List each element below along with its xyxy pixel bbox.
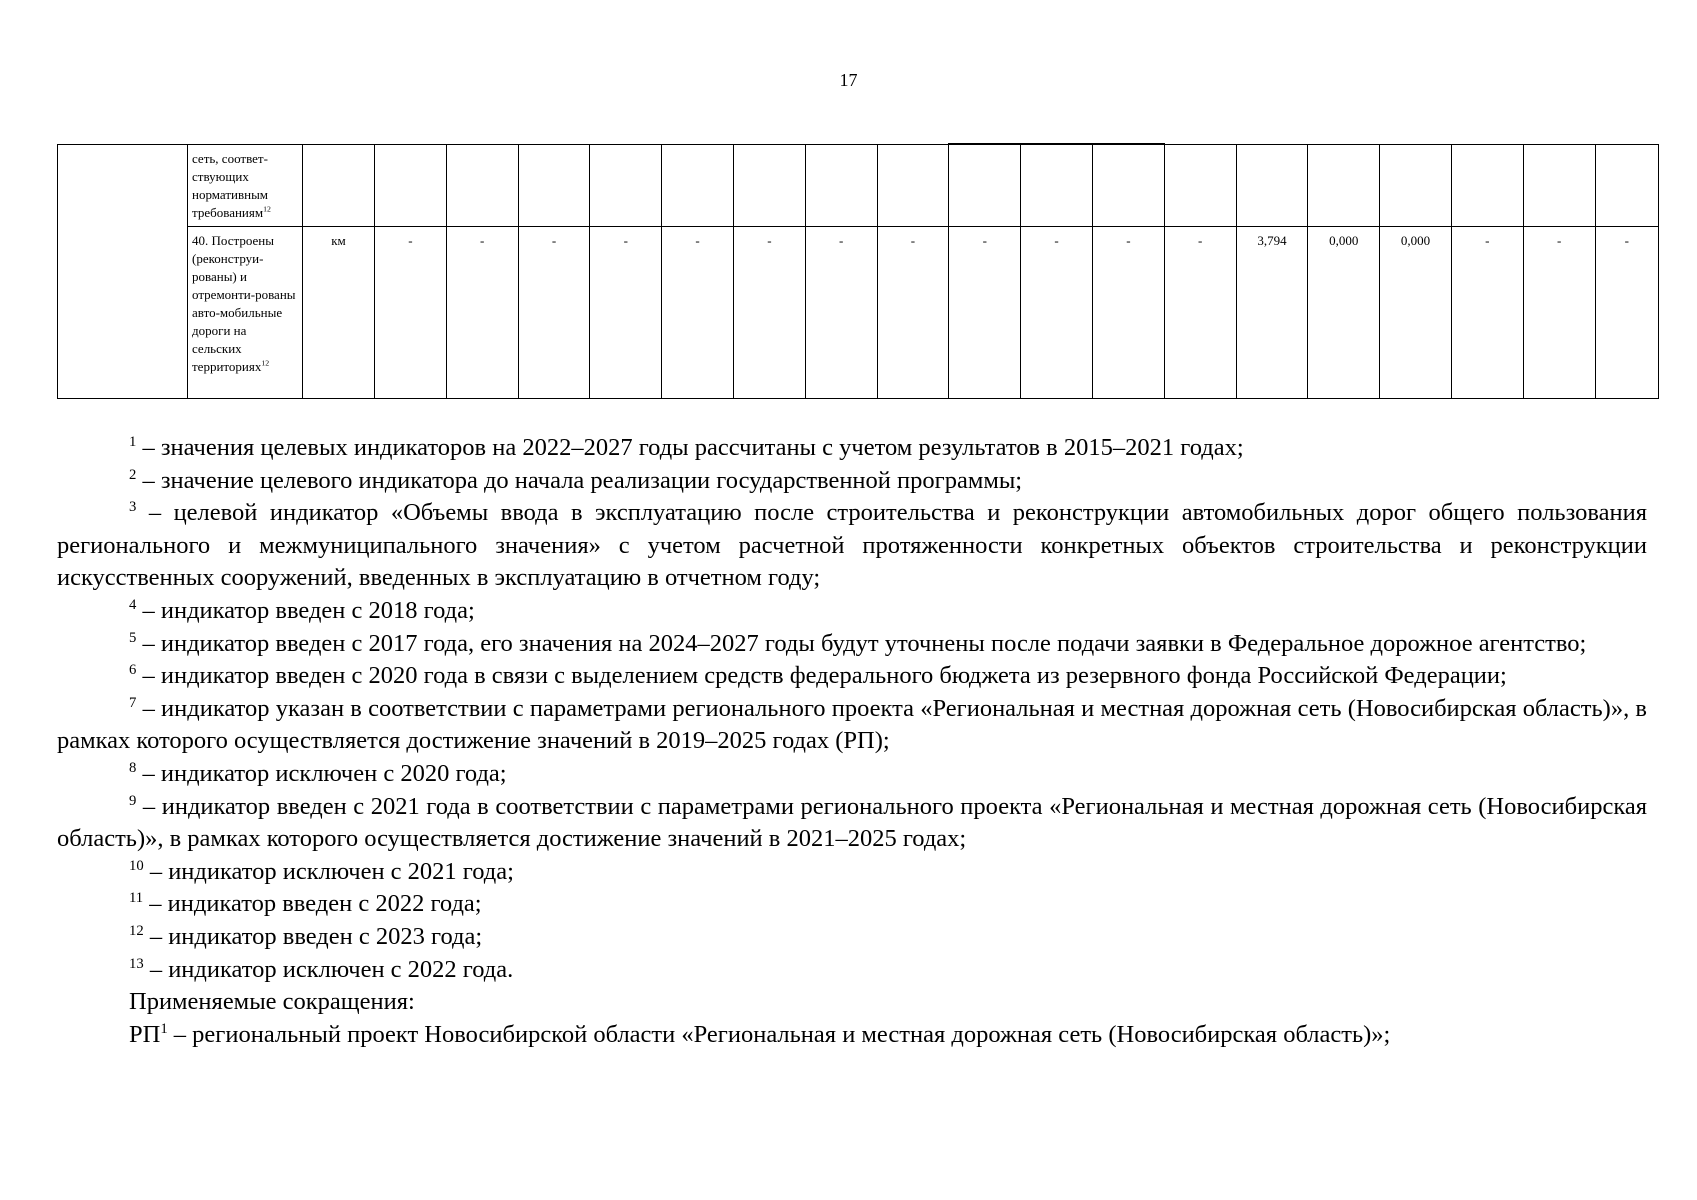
value-cell [518,144,590,226]
value-cell: 0,000 [1380,226,1452,398]
footnote: $^2$ – значение целевого индикатора до начала реализации государственной программы; [129,466,1023,494]
value-cell [1595,144,1659,226]
value-cell: - [877,226,949,398]
value-cell [375,144,447,226]
footnote: $^5$ – индикатор введен с 2017 года, его значения на 2024–2027 годы будут уточнены после подачи заявки в Федеральное дорожное агентство; [129,629,1587,657]
value-cell: - [375,226,447,398]
value-cell: - [518,226,590,398]
footnote: $^8$ – индикатор исключен с 2020 года; [129,759,507,787]
indicator-name-cell: сеть, соответ-ствующих нормативным требованиям$^{12}$ [188,144,303,226]
table-row [58,144,1659,226]
unit-cell [303,144,375,226]
table-cell-empty [58,144,188,398]
value-cell [662,144,734,226]
footnote: $^{12}$ – индикатор введен с 2023 года; [129,922,483,950]
value-cell [1308,144,1380,226]
footnote: $^3$ – целевой индикатор «Объемы ввода в эксплуатацию после строительства и реконструкции автомобильных дорог общего пользования регионального и межмуниципального значения» с учетом расчетной протяженности конкретных объектов строительства и реконструкции искусственных сооружений, введенных в эксплуатацию в отчетном году; [57,499,1647,592]
value-cell: - [662,226,734,398]
value-cell: - [1451,226,1523,398]
value-cell: 3,794 [1236,226,1308,398]
value-cell [446,144,518,226]
value-cell [1523,144,1595,226]
value-cell [805,144,877,226]
value-cell [733,144,805,226]
value-cell: - [733,226,805,398]
value-cell [590,144,662,226]
value-cell [877,144,949,226]
value-cell [949,144,1021,226]
value-cell [1236,144,1308,226]
value-cell: - [1164,226,1236,398]
footnote: $^{10}$ – индикатор исключен с 2021 года; [129,857,514,885]
value-cell: - [1021,226,1093,398]
value-cell [1092,144,1164,226]
indicator-name-cell: 40. Построены (реконструи-рованы) и отремонти-рованы авто-мобильные дороги на сельских территориях$^{12}$ [188,226,303,398]
value-cell: 0,000 [1308,226,1380,398]
footnote: $^4$ – индикатор введен с 2018 года; [129,596,475,624]
indicators-table [57,143,1659,399]
value-cell: - [1595,226,1659,398]
abbreviations-heading: Применяемые сокращения: [129,988,415,1016]
value-cell: - [446,226,518,398]
footnote: $^1$ – значения целевых индикаторов на 2022–2027 годы рассчитаны с учетом результатов в 2015–2021 годах; [129,433,1244,461]
value-cell: - [590,226,662,398]
footnote: $^6$ – индикатор введен с 2020 года в связи с выделением средств федерального бюджета из резервного фонда Российской Федерации; [129,662,1507,690]
unit-cell: км [303,226,375,398]
value-cell: - [805,226,877,398]
table-row [58,226,1659,398]
footnote: $^9$ – индикатор введен с 2021 года в соответствии с параметрами регионального проекта «Региональная и местная дорожная сеть (Новосибирская область)», в рамках которого осуществляется достижение значений в 2021–2025 годах; [57,792,1647,853]
value-cell: - [1523,226,1595,398]
footnote: $^{11}$ – индикатор введен с 2022 года; [129,890,482,918]
page-number: 17 [839,70,858,90]
value-cell [1164,144,1236,226]
footnote: $^7$ – индикатор указан в соответствии с параметрами регионального проекта «Региональная и местная дорожная сеть (Новосибирская область)», в рамках которого осуществляется достижение значений в 2019–2025 годах (РП); [57,694,1647,755]
footnotes [57,432,1647,1051]
value-cell: - [1092,226,1164,398]
value-cell [1380,144,1452,226]
value-cell [1451,144,1523,226]
abbreviation-item: $РП^1$ – региональный проект Новосибирской области «Региональная и местная дорожная сеть (Новосибирская область)»; [129,1020,1391,1048]
footnote: $^{13}$ – индикатор исключен с 2022 года. [129,955,514,983]
value-cell [1021,144,1093,226]
value-cell: - [949,226,1021,398]
